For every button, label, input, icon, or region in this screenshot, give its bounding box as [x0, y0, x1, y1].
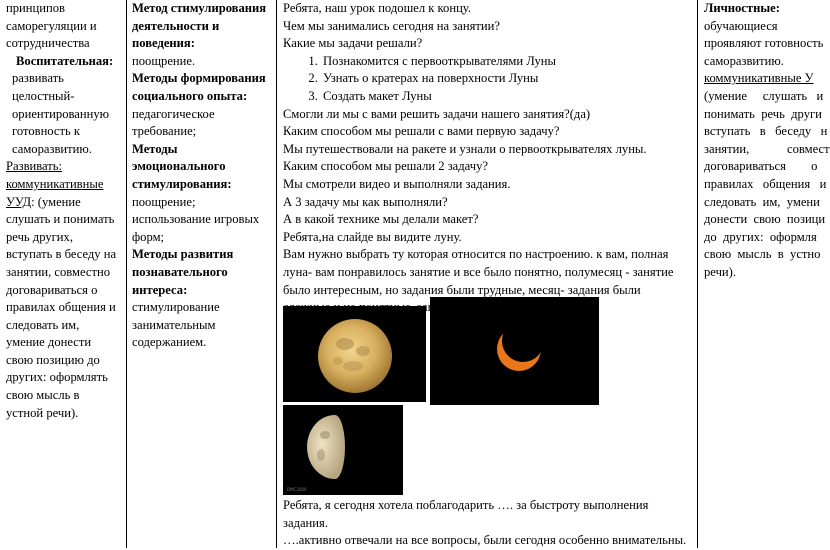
- content-line: Вам нужно выбрать ту которая относится по настроению. к вам, полная: [283, 247, 669, 262]
- content-line: Какие мы задачи решали?: [283, 36, 423, 51]
- content-line: луна- вам понравилось занятие и все было понятно, полумесяц - занятие: [283, 264, 674, 279]
- method-text: поощрение;: [132, 194, 196, 209]
- results-column: [698, 0, 828, 548]
- result-line: следовать им, умени: [704, 194, 820, 209]
- content-line: А 3 задачу мы как выполняли?: [283, 194, 448, 209]
- method-heading: поведения:: [132, 36, 195, 51]
- goal-line: других: оформлять: [6, 370, 108, 385]
- method-text: поощрение.: [132, 53, 196, 68]
- goals-column: [0, 0, 126, 548]
- educational-goal-label: Воспитательная:: [16, 53, 114, 68]
- uud-text: : (умение: [31, 194, 81, 209]
- method-heading: Методы: [132, 141, 178, 156]
- goal-line: речь других,: [6, 229, 73, 244]
- goal-line: устной речи).: [6, 405, 79, 420]
- goal-line: договариваться о: [6, 282, 98, 297]
- task-item: 1. Познакомится с первооткрывателями Луны: [321, 53, 693, 71]
- method-text: требование;: [132, 124, 197, 139]
- content-line: задания.: [283, 515, 328, 530]
- goal-line: ориентированную: [12, 106, 110, 121]
- result-line: до других: оформля: [704, 229, 817, 244]
- communicative-label: коммуникативные: [6, 176, 104, 191]
- task-item: 3. Создать макет Луны: [321, 88, 693, 106]
- goal-text: сотрудничества: [6, 36, 90, 51]
- method-heading: Методы формирования: [132, 71, 266, 86]
- result-line: обучающиеся: [704, 18, 778, 33]
- result-line: (умение слушать и: [704, 88, 824, 103]
- goal-line: следовать им,: [6, 317, 80, 332]
- goal-line: саморазвитию.: [12, 141, 92, 156]
- methods-column: [127, 0, 276, 548]
- method-heading: познавательного: [132, 264, 228, 279]
- method-text: занимательным: [132, 317, 216, 332]
- method-heading: социального опыта:: [132, 88, 248, 103]
- goal-line: развивать: [12, 71, 64, 86]
- result-line: донести свою позици: [704, 212, 826, 227]
- result-line: речи).: [704, 264, 736, 279]
- uud-line: [6, 194, 124, 212]
- half-moon-image: [283, 405, 403, 495]
- method-text: педагогическое: [132, 106, 215, 121]
- content-line: Ребята, наш урок подошел к концу.: [283, 1, 471, 15]
- goal-text: принципов: [6, 1, 65, 15]
- goal-line: слушать и понимать: [6, 212, 115, 227]
- result-line: свою мысль в устно: [704, 247, 821, 262]
- method-heading: деятельности и: [132, 18, 220, 33]
- content-line: ….активно отвечали на все вопросы, были сегодня особенно внимательны.: [283, 533, 687, 548]
- personal-label: Личностные:: [704, 1, 780, 15]
- content-line: Смогли ли мы с вами решить задачи нашего занятия?(да): [283, 106, 591, 121]
- content-line: Ребята, я сегодня хотела поблагодарить …. за быстроту выполнения: [283, 498, 649, 512]
- closing-text: [283, 497, 693, 550]
- content-line: Каким способом мы решали 2 задачу?: [283, 159, 488, 174]
- method-heading: стимулирования:: [132, 176, 232, 191]
- method-text: форм;: [132, 229, 165, 244]
- content-line: Ребята,на слайде вы видите луну.: [283, 229, 462, 244]
- method-heading: интереса:: [132, 282, 188, 297]
- content-line: было интересным, но задания были трудные, месяц- задания были: [283, 282, 641, 297]
- method-text: использование игровых: [132, 212, 260, 227]
- content-line: Каким способом мы решали с вами первую задачу?: [283, 124, 560, 139]
- result-line: саморазвитию.: [704, 53, 784, 68]
- result-line: проявляют готовность: [704, 36, 824, 51]
- goal-line: умение донести: [6, 335, 92, 350]
- goal-line: вступать в беседу на: [6, 247, 117, 262]
- full-moon-image: [283, 306, 426, 402]
- educational-goal-text: [6, 70, 124, 158]
- method-heading: Методы развития: [132, 247, 234, 262]
- goal-line: занятии, совместно: [6, 264, 110, 279]
- goal-line: правилах общения и: [6, 300, 116, 315]
- crescent-moon-image: [430, 297, 599, 405]
- communicative-label: коммуникативные У: [704, 71, 814, 86]
- result-line: договариваться о: [704, 159, 818, 174]
- content-line: А в какой технике мы делали макет?: [283, 212, 479, 227]
- goal-line: целостный-: [12, 88, 75, 103]
- content-line: Мы путешествовали на ракете и узнали о первооткрывателях луны.: [283, 141, 647, 156]
- photo-credit: DMC2000: [287, 487, 307, 492]
- uud-label: УУД: [6, 194, 32, 209]
- content-line: Чем мы занимались сегодня на занятии?: [283, 18, 500, 33]
- method-heading: эмоционального: [132, 159, 226, 174]
- goal-text: саморегуляции и: [6, 18, 97, 33]
- goal-line: готовность к: [12, 124, 81, 139]
- goal-line: свою позицию до: [6, 352, 100, 367]
- content-line: Мы смотрели видео и выполняли задания.: [283, 176, 511, 191]
- task-item: 2. Узнать о кратерах на поверхности Луны: [321, 70, 693, 88]
- result-line: вступать в беседу н: [704, 124, 828, 139]
- method-text: стимулирование: [132, 300, 220, 315]
- result-line: правилах общения и: [704, 176, 827, 191]
- result-line: понимать речь други: [704, 106, 822, 121]
- tasks-list: [283, 53, 693, 106]
- goal-line: свою мысль в: [6, 388, 80, 403]
- method-heading: Метод стимулирования: [132, 1, 267, 15]
- develop-label: Развивать:: [6, 159, 63, 174]
- method-text: содержанием.: [132, 335, 207, 350]
- result-line: занятии, совмест: [704, 141, 830, 156]
